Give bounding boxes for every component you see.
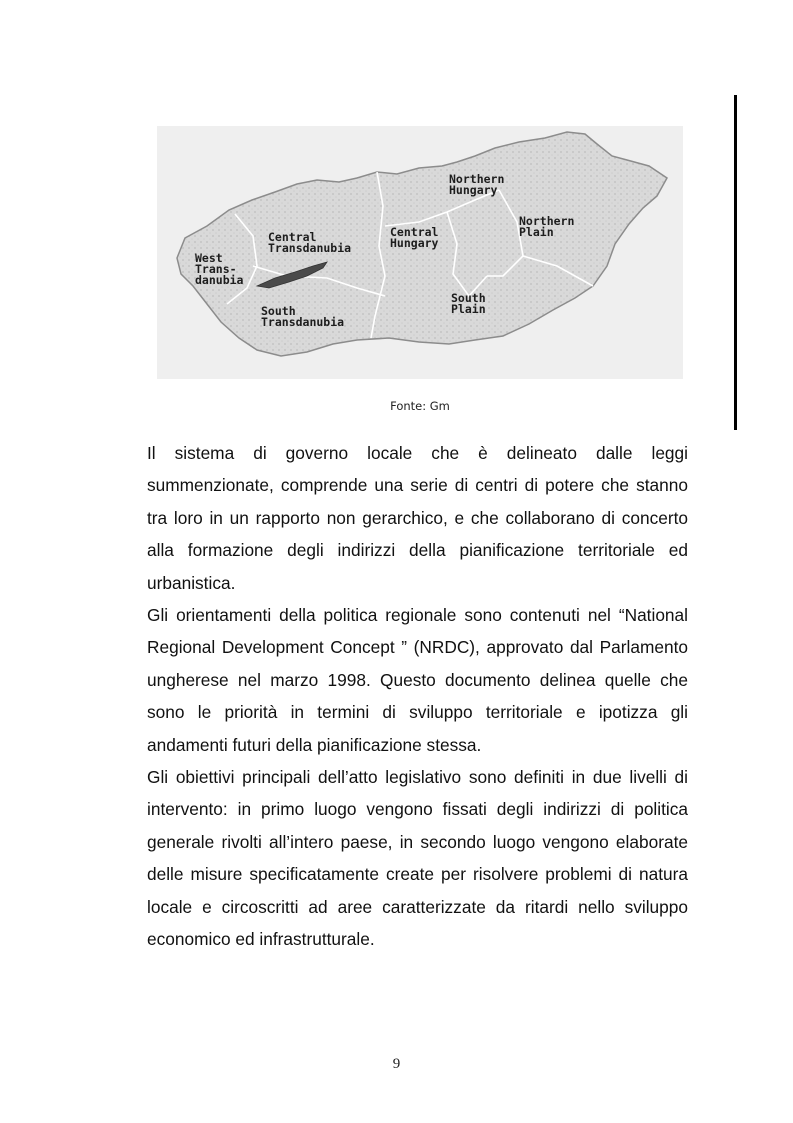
margin-rule (734, 95, 737, 430)
hungary-regions-map (157, 126, 683, 379)
region-south-transdanubia: South Transdanubia (261, 304, 345, 329)
region-northern-hungary: Northern Hungary (449, 172, 505, 197)
body-text (147, 437, 688, 956)
paragraph: Il sistema di governo locale che è delineato dalle leggi summenzionate, comprende una serie di centri di potere che stanno tra loro in un rapporto non gerarchico, e che collaborano di concerto alla formazione degli indirizzi della pianificazione territoriale ed urbanistica. (147, 443, 688, 593)
paragraph: Gli obiettivi principali dell’atto legislativo sono definiti in due livelli di intervento: in primo luogo vengono fissati degli indirizzi di politica generale rivolti all’intero paese, in secondo luogo vengono elaborate delle misure specificatamente create per risolvere problemi di natura locale e circoscritti ad aree caratterizzate da ritardi nello sviluppo economico ed infrastrutturale. (147, 767, 688, 950)
page-number: 9 (392, 1056, 401, 1072)
figure-caption: Fonte: Gm (390, 399, 450, 413)
region-west-transdanubia: West Trans- danubia (195, 251, 244, 287)
region-central-hungary: Central Hungary (390, 225, 439, 250)
region-central-transdanubia: Central Transdanubia (268, 230, 352, 255)
paragraph: Gli orientamenti della politica regionale sono contenuti nel “National Regional Development Concept ” (NRDC), approvato dal Parlamento ungherese nel marzo 1998. Questo documento delinea quelle che sono le priorità in termini di sviluppo territoriale e ipotizza gli andamenti futuri della pianificazione stessa. (147, 605, 688, 755)
region-south-plain: South Plain (451, 291, 486, 316)
region-northern-plain: Northern Plain (519, 214, 575, 239)
map-graphic (157, 126, 683, 379)
